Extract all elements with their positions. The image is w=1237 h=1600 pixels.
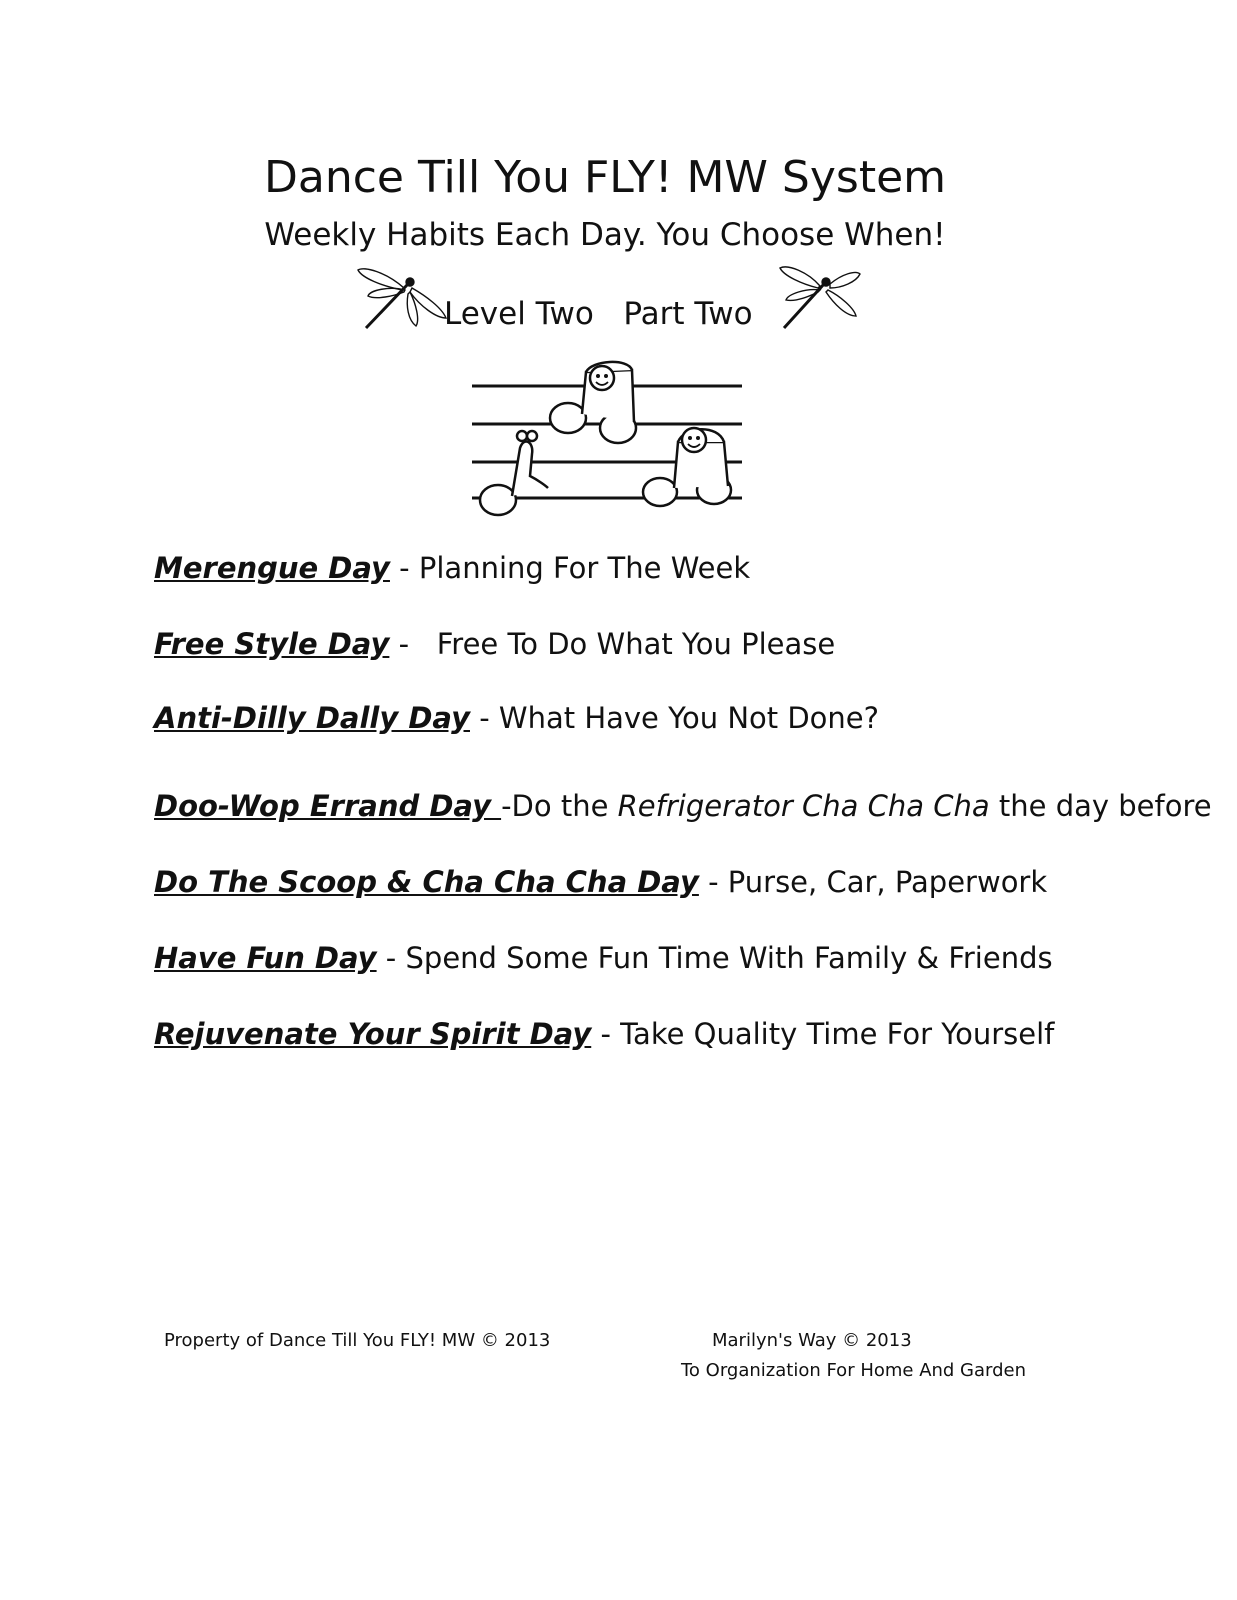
habit-day-name: Do The Scoop & Cha Cha Cha Day (154, 865, 699, 899)
habit-description: What Have You Not Done? (498, 701, 880, 735)
dragonfly-icon (770, 262, 862, 336)
dragonfly-icon (356, 262, 448, 336)
habit-item-free-style (154, 624, 835, 664)
habit-day-name: Rejuvenate Your Spirit Day (154, 1017, 592, 1051)
habit-description: Spend Some Fun Time With Family & Friends (405, 941, 1053, 975)
level-part-label: Level Two Part Two (444, 296, 753, 332)
footer-copyright-left: Property of Dance Till You FLY! MW © 2013 (164, 1330, 551, 1351)
habit-item-anti-dilly-dally (154, 698, 879, 738)
habit-description-end: the day before (989, 789, 1212, 823)
habit-separator: - (698, 865, 728, 899)
habit-separator: - (389, 627, 437, 661)
page-title: Dance Till You FLY! MW System (264, 152, 946, 203)
habit-separator: - (470, 701, 499, 735)
habit-description: Planning For The Week (418, 551, 751, 585)
habit-day-name: Free Style Day (154, 627, 390, 661)
habit-day-name: Merengue Day (154, 551, 390, 585)
level-row (356, 262, 866, 336)
habit-day-name: Anti-Dilly Dally Day (154, 701, 470, 735)
habit-description-emphasis: Refrigerator Cha Cha Cha (617, 789, 990, 823)
page-subtitle: Weekly Habits Each Day. You Choose When! (264, 217, 946, 253)
habit-description-start: Do the (511, 789, 618, 823)
habit-item-scoop-cha-cha (154, 862, 1047, 902)
habit-description: Free To Do What You Please (436, 627, 836, 661)
habit-day-name: Have Fun Day (154, 941, 377, 975)
habit-item-rejuvenate (154, 1014, 1054, 1054)
habit-item-merengue (154, 548, 750, 588)
smiling-music-notes-icon (462, 356, 752, 524)
habit-separator: - (501, 789, 512, 823)
footer-copyright-right: Marilyn's Way © 2013 (712, 1330, 912, 1351)
habit-item-doo-wop-errand (154, 786, 1212, 826)
habit-separator: - (389, 551, 419, 585)
habit-description: Take Quality Time For Yourself (620, 1017, 1055, 1051)
habit-day-name: Doo-Wop Errand Day (154, 789, 502, 823)
habit-separator: - (376, 941, 406, 975)
footer-tagline: To Organization For Home And Garden (681, 1360, 1027, 1381)
habit-description: Purse, Car, Paperwork (727, 865, 1048, 899)
habit-item-have-fun (154, 938, 1053, 978)
habit-separator: - (591, 1017, 621, 1051)
